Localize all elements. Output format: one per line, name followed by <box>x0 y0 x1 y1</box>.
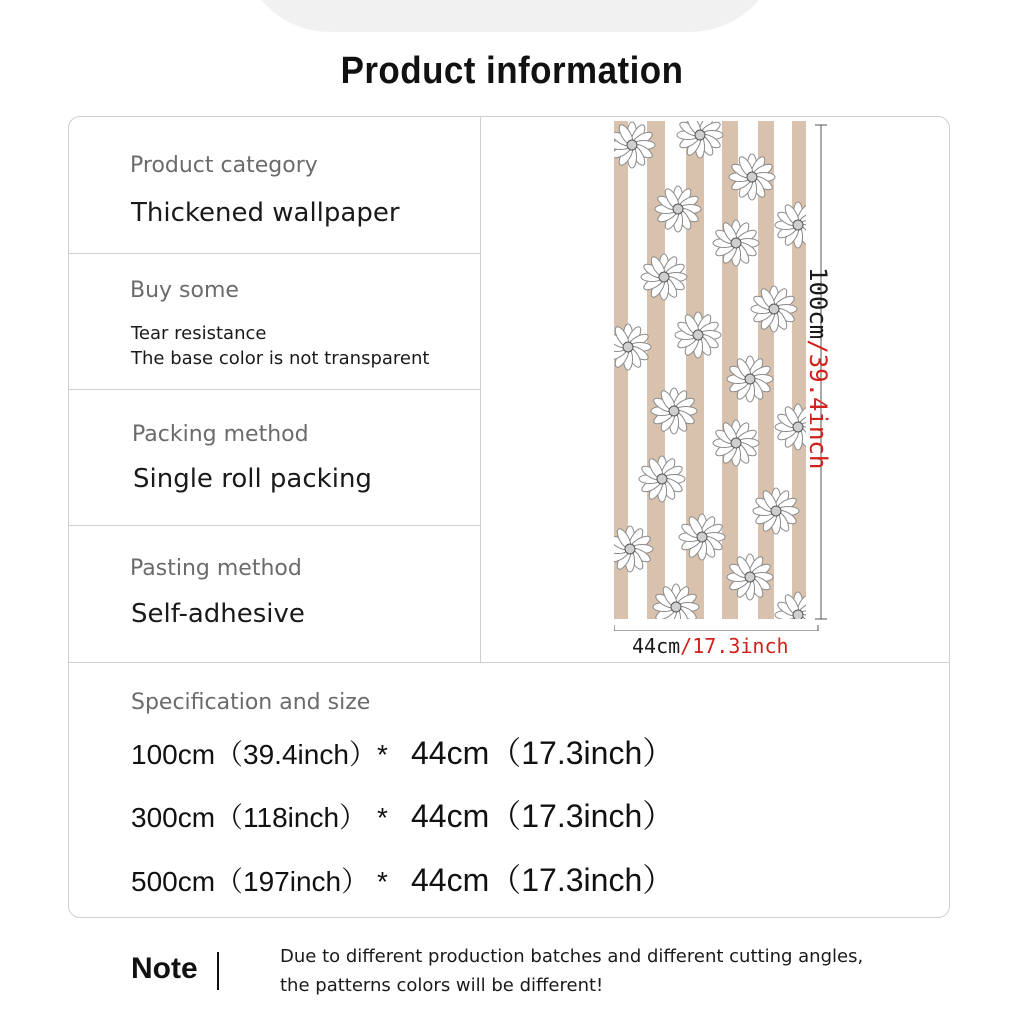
packing-method-value: Single roll packing <box>133 464 372 494</box>
pasting-method-label: Pasting method <box>130 556 302 581</box>
row-divider <box>69 253 480 254</box>
wallpaper-roll-illustration <box>614 121 874 631</box>
buy-some-label: Buy some <box>130 278 239 303</box>
size-length: 500cm（197inch） <box>131 866 370 897</box>
width-dimension-label <box>632 634 789 658</box>
row-divider <box>69 389 480 390</box>
top-decorative-tab <box>240 0 780 32</box>
product-category-value: Thickened wallpaper <box>131 198 400 228</box>
packing-method-label: Packing method <box>132 422 309 447</box>
row-divider <box>69 525 480 526</box>
column-divider <box>480 117 481 662</box>
product-category-label: Product category <box>130 153 318 178</box>
note-line: the patterns colors will be different! <box>280 975 604 996</box>
size-times-sign: * <box>377 739 388 770</box>
specification-label: Specification and size <box>131 690 371 715</box>
size-width: 44cm（17.3inch） <box>411 798 675 834</box>
height-inch: 39.4inch <box>804 353 832 470</box>
product-info-card <box>68 116 950 918</box>
size-option-row <box>131 855 674 901</box>
size-width: 44cm（17.3inch） <box>411 862 675 898</box>
note-line: Due to different production batches and different cutting angles, <box>280 946 864 967</box>
width-cm: 44cm <box>632 634 681 658</box>
size-option-row <box>131 728 674 774</box>
size-times-sign: * <box>377 866 388 897</box>
page-title: Product information <box>340 50 684 92</box>
buy-some-line: The base color is not transparent <box>131 348 430 369</box>
size-option-row <box>131 791 674 837</box>
height-separator: / <box>804 339 832 354</box>
buy-some-line: Tear resistance <box>131 323 267 344</box>
height-cm: 100cm <box>804 267 832 340</box>
height-dimension-label <box>804 267 832 469</box>
size-length: 300cm（118inch） <box>131 802 368 833</box>
size-width: 44cm（17.3inch） <box>411 735 675 771</box>
note-divider <box>217 952 219 990</box>
size-times-sign: * <box>377 802 388 833</box>
row-divider <box>69 662 950 663</box>
width-inch: 17.3inch <box>692 634 789 658</box>
note-label: Note <box>131 952 198 985</box>
width-separator: / <box>680 634 693 658</box>
note-text <box>280 942 920 1000</box>
size-length: 100cm（39.4inch） <box>131 739 377 770</box>
pasting-method-value: Self-adhesive <box>131 599 305 629</box>
